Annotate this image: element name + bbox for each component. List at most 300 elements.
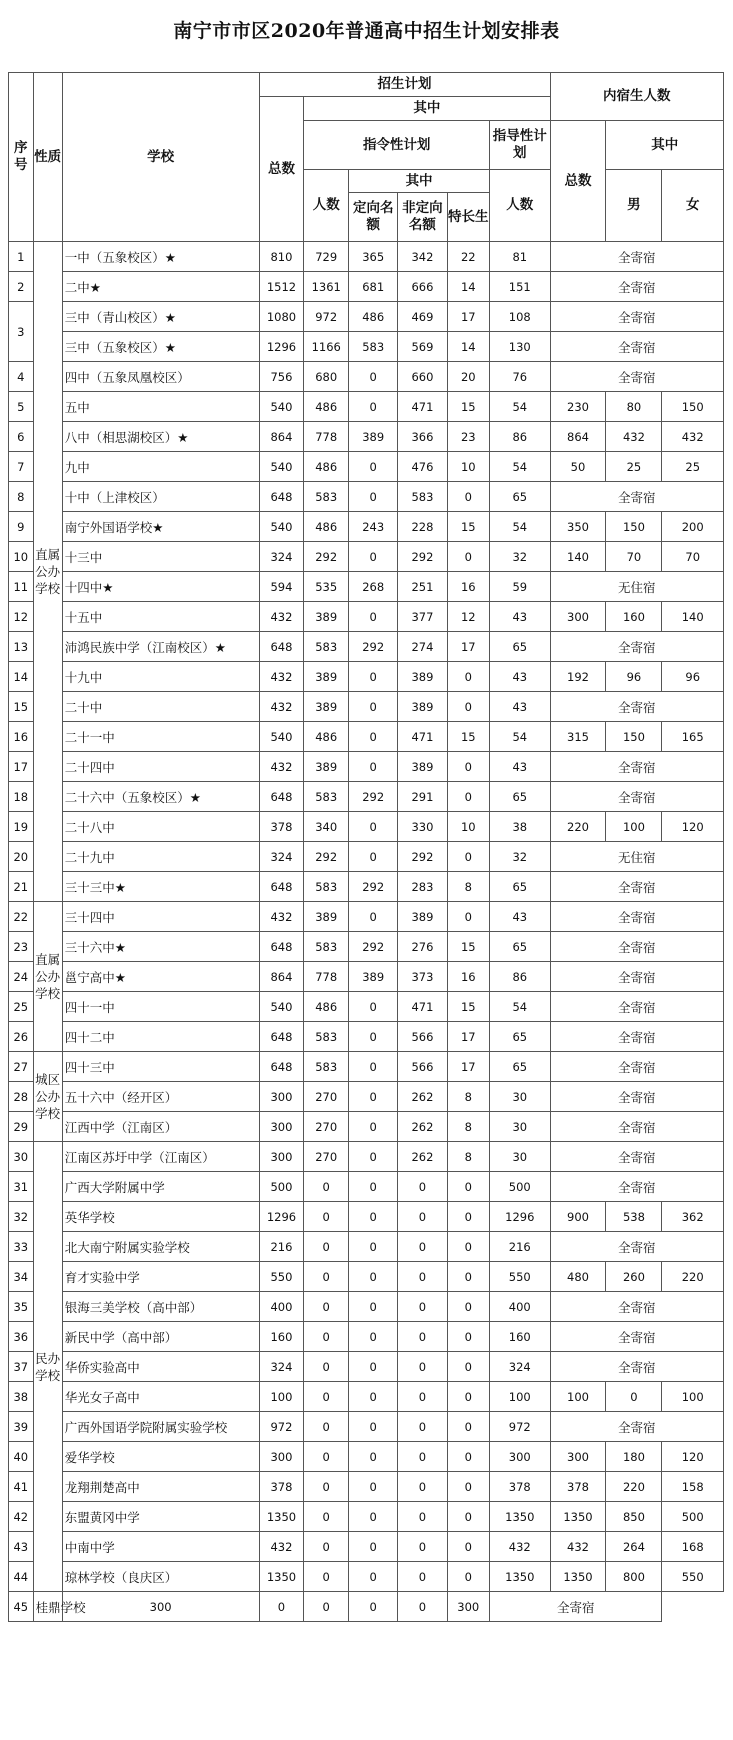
non-directed-quota: 0 <box>398 1232 447 1262</box>
directed-quota: 0 <box>349 602 398 632</box>
non-directed-quota: 566 <box>398 1052 447 1082</box>
special-students: 10 <box>447 452 490 482</box>
plan-total: 1296 <box>259 1202 304 1232</box>
seq-cell: 3 <box>9 302 34 362</box>
plan-total: 378 <box>259 1472 304 1502</box>
special-students: 0 <box>447 902 490 932</box>
plan-total: 432 <box>259 1532 304 1562</box>
directive-people: 0 <box>304 1562 349 1592</box>
seq-cell: 9 <box>9 512 34 542</box>
header-guidance: 指导性计划 <box>490 121 550 170</box>
plan-total: 432 <box>259 602 304 632</box>
school-name: 银海三美学校（高中部） <box>62 1292 259 1322</box>
boarding-total: 300 <box>550 1442 606 1472</box>
school-name: 爱华学校 <box>62 1442 259 1472</box>
plan-total: 324 <box>259 542 304 572</box>
guidance-people: 65 <box>490 872 550 902</box>
table-row <box>9 752 724 782</box>
special-students: 8 <box>447 872 490 902</box>
boarding-status: 全寄宿 <box>550 1292 723 1322</box>
guidance-people: 324 <box>490 1352 550 1382</box>
table-row <box>9 1382 724 1412</box>
seq-cell: 31 <box>9 1172 34 1202</box>
school-name: 三中（青山校区）★ <box>62 302 259 332</box>
directed-quota: 0 <box>349 482 398 512</box>
school-name: 东盟黄冈中学 <box>62 1502 259 1532</box>
plan-total: 160 <box>259 1322 304 1352</box>
directed-quota: 0 <box>349 452 398 482</box>
special-students: 0 <box>447 782 490 812</box>
table-header <box>9 73 724 242</box>
directive-people: 0 <box>304 1472 349 1502</box>
plan-total: 300 <box>259 1112 304 1142</box>
school-name: 十九中 <box>62 662 259 692</box>
plan-total: 540 <box>259 512 304 542</box>
boarding-male: 260 <box>606 1262 662 1292</box>
special-students: 0 <box>447 692 490 722</box>
special-students: 20 <box>447 362 490 392</box>
non-directed-quota: 292 <box>398 842 447 872</box>
directed-quota: 0 <box>349 1052 398 1082</box>
guidance-people: 300 <box>490 1442 550 1472</box>
special-students: 0 <box>447 1382 490 1412</box>
boarding-female: 120 <box>662 1442 724 1472</box>
boarding-female: 150 <box>662 392 724 422</box>
boarding-status: 全寄宿 <box>490 1592 662 1622</box>
directive-people: 292 <box>304 542 349 572</box>
directive-people: 1166 <box>304 332 349 362</box>
table-row <box>9 842 724 872</box>
school-name: 二中★ <box>62 272 259 302</box>
plan-total: 648 <box>259 632 304 662</box>
boarding-male: 800 <box>606 1562 662 1592</box>
special-students: 0 <box>447 1412 490 1442</box>
table-row <box>9 1532 724 1562</box>
table-row <box>9 722 724 752</box>
non-directed-quota: 0 <box>398 1262 447 1292</box>
special-students: 16 <box>447 962 490 992</box>
directive-people: 389 <box>304 692 349 722</box>
special-students: 12 <box>447 602 490 632</box>
guidance-people: 43 <box>490 602 550 632</box>
guidance-people: 43 <box>490 902 550 932</box>
guidance-people: 100 <box>490 1382 550 1412</box>
guidance-people: 32 <box>490 842 550 872</box>
non-directed-quota: 373 <box>398 962 447 992</box>
non-directed-quota: 228 <box>398 512 447 542</box>
plan-total: 1080 <box>259 302 304 332</box>
directive-people: 778 <box>304 962 349 992</box>
directed-quota: 0 <box>349 902 398 932</box>
page-title: 南宁市市区2020年普通高中招生计划安排表 <box>173 20 560 42</box>
table-row <box>9 632 724 662</box>
directive-people: 486 <box>304 722 349 752</box>
table-row <box>9 1562 724 1592</box>
directive-people: 292 <box>304 842 349 872</box>
boarding-status: 全寄宿 <box>550 242 723 272</box>
plan-total: 432 <box>259 902 304 932</box>
boarding-status: 全寄宿 <box>550 752 723 782</box>
special-students: 0 <box>447 1232 490 1262</box>
special-students: 0 <box>447 1172 490 1202</box>
boarding-female: 100 <box>662 1382 724 1412</box>
boarding-total: 100 <box>550 1382 606 1412</box>
boarding-male: 25 <box>606 452 662 482</box>
boarding-female: 200 <box>662 512 724 542</box>
guidance-people: 160 <box>490 1322 550 1352</box>
seq-cell: 13 <box>9 632 34 662</box>
seq-cell: 18 <box>9 782 34 812</box>
boarding-male: 96 <box>606 662 662 692</box>
school-name: 华光女子高中 <box>62 1382 259 1412</box>
guidance-people: 1350 <box>490 1502 550 1532</box>
boarding-status: 全寄宿 <box>550 1412 723 1442</box>
directive-people: 270 <box>304 1082 349 1112</box>
plan-total: 1350 <box>259 1562 304 1592</box>
plan-total: 300 <box>259 1082 304 1112</box>
special-students: 0 <box>447 1352 490 1382</box>
directed-quota: 0 <box>349 1232 398 1262</box>
table-row <box>9 542 724 572</box>
guidance-people: 1296 <box>490 1202 550 1232</box>
school-name: 十三中 <box>62 542 259 572</box>
boarding-male: 70 <box>606 542 662 572</box>
special-students: 0 <box>447 1292 490 1322</box>
boarding-total: 50 <box>550 452 606 482</box>
plan-total: 300 <box>259 1442 304 1472</box>
guidance-people: 550 <box>490 1262 550 1292</box>
directive-people: 583 <box>304 632 349 662</box>
directed-quota: 268 <box>349 572 398 602</box>
directive-people: 1361 <box>304 272 349 302</box>
seq-cell: 34 <box>9 1262 34 1292</box>
guidance-people: 65 <box>490 632 550 662</box>
non-directed-quota: 471 <box>398 392 447 422</box>
guidance-people: 972 <box>490 1412 550 1442</box>
header-guidance-people: 人数 <box>490 170 550 242</box>
non-directed-quota: 660 <box>398 362 447 392</box>
boarding-female: 168 <box>662 1532 724 1562</box>
table-row <box>9 1472 724 1502</box>
directive-people: 0 <box>304 1412 349 1442</box>
boarding-status: 全寄宿 <box>550 1142 723 1172</box>
directive-people: 0 <box>304 1322 349 1352</box>
boarding-total: 1350 <box>550 1502 606 1532</box>
table-row <box>9 482 724 512</box>
special-students: 0 <box>447 1562 490 1592</box>
seq-cell: 12 <box>9 602 34 632</box>
guidance-people: 54 <box>490 392 550 422</box>
nature-cell: 直属公办学校 <box>33 242 62 902</box>
directed-quota: 0 <box>349 1262 398 1292</box>
table-row <box>9 1052 724 1082</box>
seq-cell: 36 <box>9 1322 34 1352</box>
non-directed-quota: 283 <box>398 872 447 902</box>
table-row <box>9 1412 724 1442</box>
directive-people: 340 <box>304 812 349 842</box>
directed-quota: 0 <box>349 722 398 752</box>
plan-total: 864 <box>259 962 304 992</box>
directive-people: 270 <box>304 1142 349 1172</box>
seq-cell: 29 <box>9 1112 34 1142</box>
non-directed-quota: 251 <box>398 572 447 602</box>
guidance-people: 151 <box>490 272 550 302</box>
guidance-people: 65 <box>490 1052 550 1082</box>
boarding-female: 120 <box>662 812 724 842</box>
plan-total: 648 <box>259 1022 304 1052</box>
seq-cell: 27 <box>9 1052 34 1082</box>
boarding-status: 全寄宿 <box>550 1112 723 1142</box>
directed-quota: 0 <box>349 1562 398 1592</box>
directed-quota: 0 <box>349 1172 398 1202</box>
directed-quota: 0 <box>349 542 398 572</box>
plan-total: 324 <box>259 1352 304 1382</box>
non-directed-quota: 0 <box>349 1592 398 1622</box>
special-students: 10 <box>447 812 490 842</box>
table-row <box>9 1442 724 1472</box>
non-directed-quota: 0 <box>398 1412 447 1442</box>
plan-total: 648 <box>259 1052 304 1082</box>
special-students: 0 <box>447 542 490 572</box>
non-directed-quota: 262 <box>398 1082 447 1112</box>
boarding-status: 全寄宿 <box>550 1232 723 1262</box>
directed-quota: 0 <box>349 1352 398 1382</box>
guidance-people: 378 <box>490 1472 550 1502</box>
table-row <box>9 1262 724 1292</box>
seq-cell: 41 <box>9 1472 34 1502</box>
directed-quota: 0 <box>349 1202 398 1232</box>
non-directed-quota: 389 <box>398 662 447 692</box>
directive-people: 0 <box>304 1202 349 1232</box>
boarding-status: 全寄宿 <box>550 1322 723 1352</box>
school-name: 八中（相思湖校区）★ <box>62 422 259 452</box>
seq-cell: 43 <box>9 1532 34 1562</box>
directive-people: 389 <box>304 902 349 932</box>
non-directed-quota: 0 <box>398 1352 447 1382</box>
school-name: 龙翔荆楚高中 <box>62 1472 259 1502</box>
seq-cell: 14 <box>9 662 34 692</box>
non-directed-quota: 0 <box>398 1562 447 1592</box>
school-name: 四十一中 <box>62 992 259 1022</box>
non-directed-quota: 291 <box>398 782 447 812</box>
guidance-people: 65 <box>490 782 550 812</box>
directive-people: 0 <box>304 1532 349 1562</box>
school-name: 育才实验中学 <box>62 1262 259 1292</box>
school-name: 二十四中 <box>62 752 259 782</box>
school-name: 琼林学校（良庆区） <box>62 1562 259 1592</box>
seq-cell: 38 <box>9 1382 34 1412</box>
guidance-people: 300 <box>447 1592 490 1622</box>
header-female: 女 <box>662 170 724 242</box>
header-school: 学校 <box>62 73 259 242</box>
special-students: 15 <box>447 992 490 1022</box>
boarding-female: 165 <box>662 722 724 752</box>
boarding-male: 220 <box>606 1472 662 1502</box>
boarding-female: 500 <box>662 1502 724 1532</box>
plan-total: 1296 <box>259 332 304 362</box>
school-name: 三中（五象校区）★ <box>62 332 259 362</box>
boarding-male: 160 <box>606 602 662 632</box>
boarding-total: 378 <box>550 1472 606 1502</box>
guidance-people: 108 <box>490 302 550 332</box>
boarding-total: 192 <box>550 662 606 692</box>
plan-total: 378 <box>259 812 304 842</box>
table-row <box>9 1112 724 1142</box>
plan-total: 540 <box>259 392 304 422</box>
table-row <box>9 1022 724 1052</box>
directed-quota: 0 <box>349 1502 398 1532</box>
school-name: 北大南宁附属实验学校 <box>62 1232 259 1262</box>
plan-total: 432 <box>259 692 304 722</box>
special-students: 17 <box>447 1052 490 1082</box>
boarding-female: 362 <box>662 1202 724 1232</box>
header-special: 特长生 <box>447 193 490 242</box>
non-directed-quota: 389 <box>398 752 447 782</box>
boarding-status: 全寄宿 <box>550 992 723 1022</box>
directive-people: 389 <box>304 662 349 692</box>
header-boarding: 内宿生人数 <box>550 73 723 121</box>
plan-total: 972 <box>259 1412 304 1442</box>
directive-people: 0 <box>304 1382 349 1412</box>
plan-total: 648 <box>259 482 304 512</box>
boarding-status: 全寄宿 <box>550 1082 723 1112</box>
seq-cell: 45 <box>9 1592 34 1622</box>
table-row <box>9 782 724 812</box>
guidance-people: 400 <box>490 1292 550 1322</box>
directed-quota: 389 <box>349 962 398 992</box>
plan-total: 432 <box>259 662 304 692</box>
boarding-status: 全寄宿 <box>550 872 723 902</box>
header-plan-among: 其中 <box>304 97 550 121</box>
table-row <box>9 512 724 542</box>
boarding-status: 全寄宿 <box>550 782 723 812</box>
school-name: 九中 <box>62 452 259 482</box>
seq-cell: 8 <box>9 482 34 512</box>
school-name: 五十六中（经开区） <box>62 1082 259 1112</box>
school-name: 二十中 <box>62 692 259 722</box>
non-directed-quota: 569 <box>398 332 447 362</box>
boarding-total: 864 <box>550 422 606 452</box>
plan-total: 540 <box>259 452 304 482</box>
seq-cell: 1 <box>9 242 34 272</box>
non-directed-quota: 274 <box>398 632 447 662</box>
table-row <box>9 302 724 332</box>
non-directed-quota: 0 <box>398 1472 447 1502</box>
seq-cell: 23 <box>9 932 34 962</box>
boarding-male: 0 <box>606 1382 662 1412</box>
table-row <box>9 1322 724 1352</box>
school-name: 二十九中 <box>62 842 259 872</box>
seq-cell: 40 <box>9 1442 34 1472</box>
directed-quota: 389 <box>349 422 398 452</box>
seq-cell: 4 <box>9 362 34 392</box>
non-directed-quota: 276 <box>398 932 447 962</box>
boarding-status: 全寄宿 <box>550 1172 723 1202</box>
boarding-female: 25 <box>662 452 724 482</box>
directed-quota: 0 <box>349 992 398 1022</box>
directed-quota: 243 <box>349 512 398 542</box>
special-students: 0 <box>447 1472 490 1502</box>
directed-quota: 0 <box>349 1382 398 1412</box>
directed-quota: 0 <box>349 1442 398 1472</box>
non-directed-quota: 342 <box>398 242 447 272</box>
directed-quota: 0 <box>349 662 398 692</box>
non-directed-quota: 0 <box>398 1172 447 1202</box>
special-students: 22 <box>447 242 490 272</box>
directive-people: 0 <box>304 1292 349 1322</box>
boarding-female: 220 <box>662 1262 724 1292</box>
directive-people: 486 <box>304 992 349 1022</box>
guidance-people: 81 <box>490 242 550 272</box>
directed-quota: 0 <box>349 362 398 392</box>
boarding-total: 900 <box>550 1202 606 1232</box>
seq-cell: 28 <box>9 1082 34 1112</box>
school-name: 一中（五象校区）★ <box>62 242 259 272</box>
directive-people: 778 <box>304 422 349 452</box>
seq-cell: 17 <box>9 752 34 782</box>
plan-total: 540 <box>259 722 304 752</box>
boarding-status: 全寄宿 <box>550 302 723 332</box>
boarding-status: 全寄宿 <box>550 962 723 992</box>
header-directed: 定向名额 <box>349 193 398 242</box>
guidance-people: 43 <box>490 692 550 722</box>
plan-total: 648 <box>259 872 304 902</box>
table-row <box>9 362 724 392</box>
boarding-male: 150 <box>606 512 662 542</box>
directed-quota: 0 <box>349 1292 398 1322</box>
non-directed-quota: 0 <box>398 1532 447 1562</box>
plan-total: 500 <box>259 1172 304 1202</box>
guidance-people: 76 <box>490 362 550 392</box>
directive-people: 486 <box>304 452 349 482</box>
guidance-people: 30 <box>490 1112 550 1142</box>
boarding-female: 96 <box>662 662 724 692</box>
boarding-total: 432 <box>550 1532 606 1562</box>
directive-people: 972 <box>304 302 349 332</box>
header-non-directed: 非定向名额 <box>398 193 447 242</box>
table-row <box>9 242 724 272</box>
directed-quota: 292 <box>349 872 398 902</box>
school-name: 广西大学附属中学 <box>62 1172 259 1202</box>
special-students: 17 <box>447 632 490 662</box>
non-directed-quota: 471 <box>398 722 447 752</box>
school-name: 四十三中 <box>62 1052 259 1082</box>
non-directed-quota: 0 <box>398 1442 447 1472</box>
table-row <box>9 962 724 992</box>
guidance-people: 1350 <box>490 1562 550 1592</box>
school-name: 英华学校 <box>62 1202 259 1232</box>
seq-cell: 35 <box>9 1292 34 1322</box>
non-directed-quota: 476 <box>398 452 447 482</box>
plan-total: 216 <box>259 1232 304 1262</box>
non-directed-quota: 566 <box>398 1022 447 1052</box>
boarding-total: 350 <box>550 512 606 542</box>
boarding-female: 550 <box>662 1562 724 1592</box>
non-directed-quota: 471 <box>398 992 447 1022</box>
plan-total: 648 <box>259 782 304 812</box>
guidance-people: 86 <box>490 422 550 452</box>
school-name: 邕宁高中★ <box>62 962 259 992</box>
school-name: 三十四中 <box>62 902 259 932</box>
boarding-status: 全寄宿 <box>550 482 723 512</box>
table-body <box>9 242 724 1622</box>
directive-people: 0 <box>304 1232 349 1262</box>
special-students: 0 <box>447 1442 490 1472</box>
school-name: 中南中学 <box>62 1532 259 1562</box>
plan-total: 1512 <box>259 272 304 302</box>
school-name: 广西外国语学院附属实验学校 <box>62 1412 259 1442</box>
header-boarding-among: 其中 <box>606 121 724 170</box>
